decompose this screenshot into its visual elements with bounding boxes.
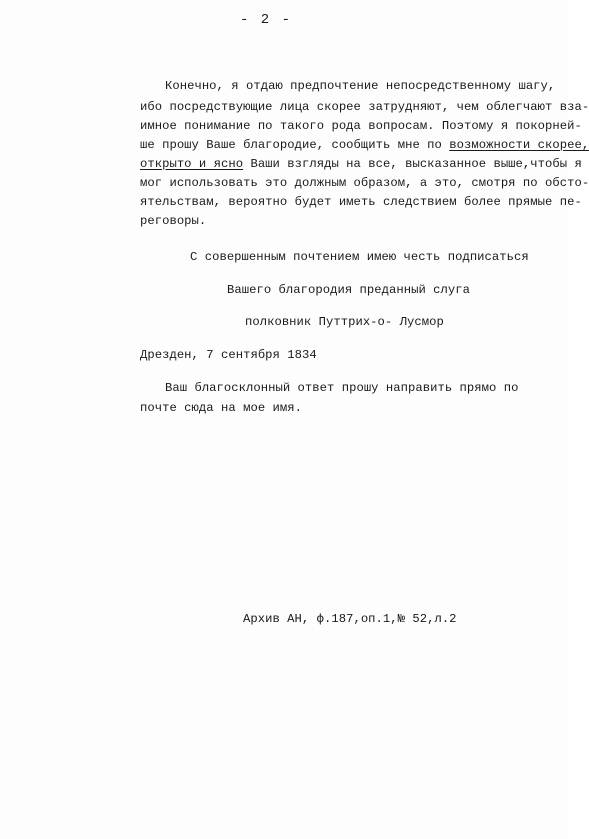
body-line-2: ибо посредствующие лица скорее затрудняют, чем облегчают вза-	[140, 100, 589, 114]
body-line-5	[140, 156, 582, 172]
body-line-4	[140, 137, 589, 153]
signature: полковник Путтрих-о- Лусмор	[245, 315, 444, 329]
body-line-1: Конечно, я отдаю предпочтение непосредственному шагу,	[165, 79, 556, 93]
postscript-line-1: Ваш благосклонный ответ прошу направить прямо по	[165, 381, 519, 395]
postscript-line-2: почте сюда на мое имя.	[140, 401, 303, 415]
body-line-7: ятельствам, вероятно будет иметь следствием более прямые пе-	[140, 195, 582, 209]
body-line-8: реговоры.	[140, 214, 207, 228]
archive-reference: Архив АН, ф.187,оп.1,№ 52,л.2	[243, 612, 457, 626]
underlined-phrase-1: возможности скорее,	[449, 138, 589, 152]
closing-line-1: С совершенным почтением имею честь подписаться	[190, 250, 529, 264]
body-line-5-text: Ваши взгляды на все, высказанное выше,чтобы я	[243, 157, 582, 171]
page-number: - 2 -	[240, 12, 293, 28]
body-line-3: имное понимание по такого рода вопросам. Поэтому я покорней-	[140, 119, 582, 133]
body-line-4-text: ше прошу Ваше благородие, сообщить мне по	[140, 138, 450, 152]
underlined-phrase-2: открыто и ясно	[140, 157, 244, 171]
closing-line-2: Вашего благородия преданный слуга	[227, 283, 471, 297]
body-line-6: мог использовать это должным образом, а это, смотря по обсто-	[140, 176, 589, 190]
date-line: Дрезден, 7 сентября 1834	[140, 348, 317, 362]
